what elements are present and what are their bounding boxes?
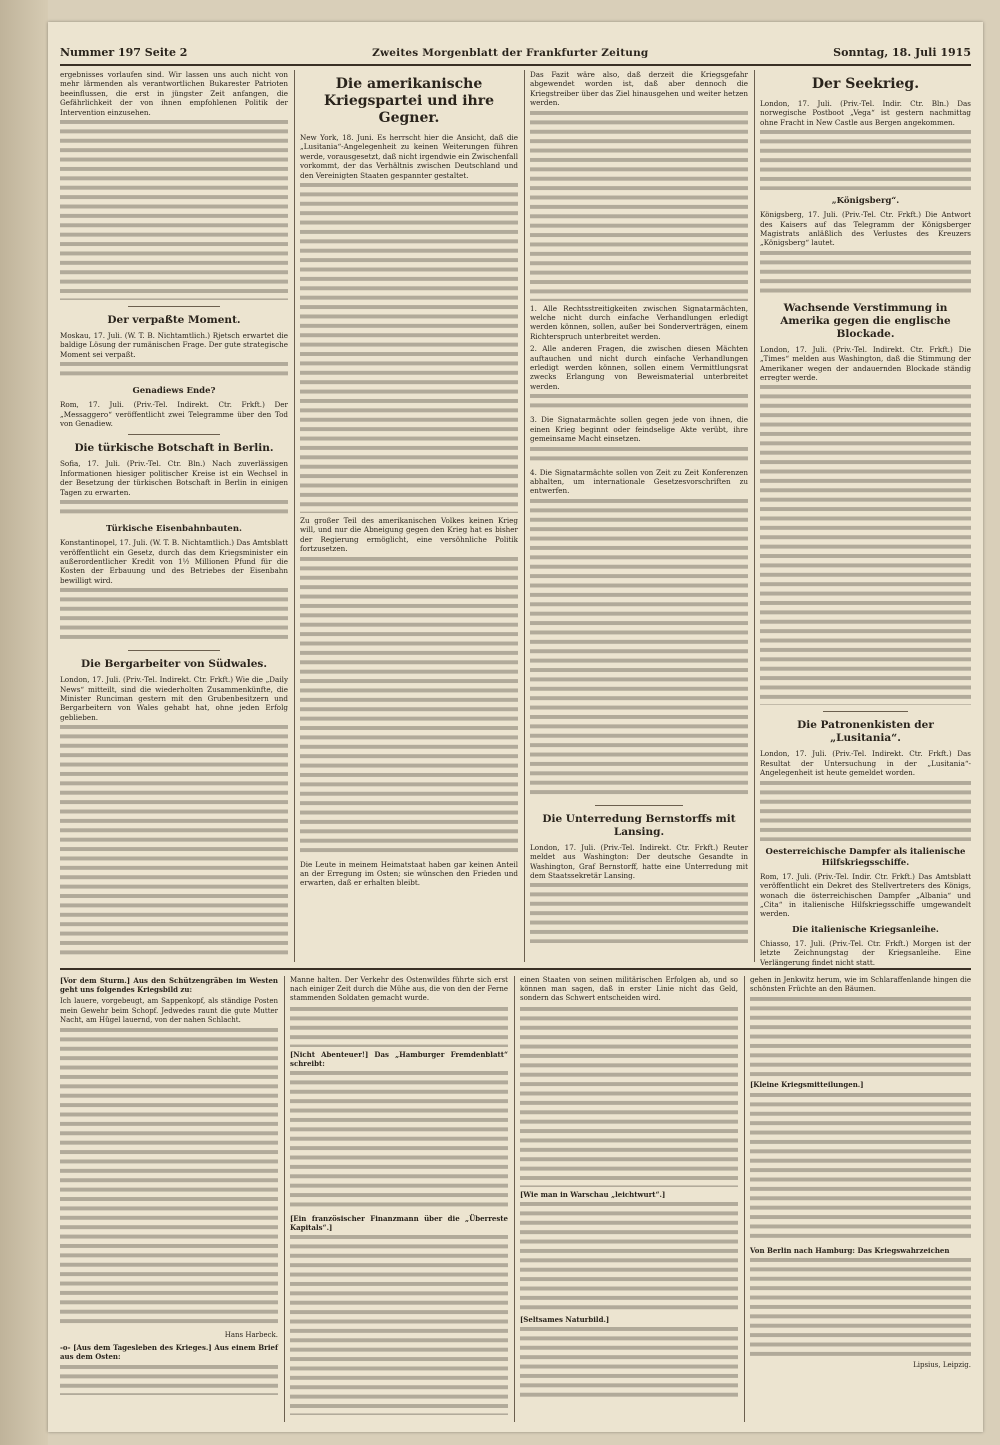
column-rule — [754, 70, 755, 962]
separator — [128, 650, 219, 651]
headline-tuerkische-botschaft: Die türkische Botschaft in Berlin. — [74, 442, 274, 455]
program-point-3: 3. Die Signatarmächte sollen gegen jede von ihnen, die einen Krieg beginnt oder feindselige Akte verübt, ihre gemeinsame Macht einsetzen. — [530, 415, 748, 444]
article-kriegspartei-p3: Die Leute in meinem Heimatstaat haben gar keinen Anteil an der Erregung im Osten; sie wünschen den Frieden und erwarten, daß er erhalten bleibt. — [300, 859, 518, 888]
text-block — [760, 385, 971, 705]
text-block — [760, 130, 971, 190]
article-verpasste-moment: Moskau, 17. Juli. (W. T. B. Nichtamtlich.) Rjetsch erwartet die baldige Lösung der rumänischen Frage. Der gute strategische Moment sei verpaßt. — [60, 331, 288, 359]
issue-date: Sonntag, 18. Juli 1915 — [833, 46, 971, 59]
text-block — [530, 394, 748, 412]
column-1 — [60, 70, 288, 962]
column-4 — [760, 70, 971, 967]
text-block — [290, 1007, 508, 1047]
text-block — [750, 997, 971, 1077]
feuilleton-column-3 — [520, 976, 738, 1422]
poem-text: Ich lauere, vorgebeugt, am Sappenkopf, als ständige Posten mein Gewehr beim Schopf. Jedwedes raunt die gute Mutter Nacht, am Hügel lauernd, von der nahen Schlacht. — [60, 997, 278, 1024]
header-rule — [60, 64, 971, 66]
program-point-2: 2. Alle anderen Fragen, die zwischen diesen Mächten auftauchen und nicht durch einfache Verhandlungen erledigt werden können, sollen einem Vermittlungsrat zwecks Erlangung von Beweismaterial unterbreitet werden. — [530, 344, 748, 391]
article-patronenkisten: London, 17. Juli. (Priv.-Tel. Indirekt. Ctr. Frkft.) Das Resultat der Untersuchung in der „Lusitania“-Angelegenheit ist heute gemeldet worden. — [760, 749, 971, 778]
text-block — [60, 1028, 278, 1328]
article-kriegspartei-p1: New York, 18. Juni. Es herrscht hier die Ansicht, daß die „Lusitania“-Angelegenheit zu keinen Weiterungen führen werde, vorausgesetzt, daß nicht irgendwie ein Zwischenfall vorkommt, der das Verhältnis zwischen Deutschland und den Vereinigten Staaten gespannter gestaltet. — [300, 133, 518, 180]
article-kriegsanleihe: Chiasso, 17. Juli. (Priv.-Tel. Ctr. Frkft.) Morgen ist der letzte Zeichnungstag der Kriegsanleihe. Eine Verlängerung findet nicht statt. — [760, 938, 971, 967]
text-block — [60, 588, 288, 644]
text-block — [530, 111, 748, 301]
article-koenigsberg: Königsberg, 17. Juli. (Priv.-Tel. Ctr. Frkft.) Die Antwort des Kaisers auf das Telegramm der Königsberger Magistrats anläßlich des Verlustes des Kreuzers „Königsberg“ lautet. — [760, 210, 971, 248]
separator — [128, 306, 219, 307]
program-point-1: 1. Alle Rechtsstreitigkeiten zwischen Signatarmächten, welche nicht durch einfache Verhandlungen erledigt werden können, sollen, außer bei Sonderverträgen, einem Richterspruch unterbreitet werden. — [530, 303, 748, 341]
headline-kriegsanleihe: Die italienische Kriegsanleihe. — [792, 924, 939, 935]
feuilleton-column-1 — [60, 976, 278, 1422]
headline-bergarbeiter: Die Bergarbeiter von Südwales. — [81, 658, 267, 671]
feuilleton-2-text: Manne halten. Der Verkehr des Ostenwildes führte sich erst nach einiger Zeit durch die Mühe aus, die von den der Ferne stammenden Soldaten gemacht wurde. — [290, 976, 508, 1003]
feuilleton-column-2 — [290, 976, 508, 1422]
feuilleton-rule — [60, 968, 971, 970]
headline-verstimmung-amerika: Wachsende Verstimmung in Amerika gegen die englische Blockade. — [780, 301, 951, 340]
article-bergarbeiter: London, 17. Juli. (Priv.-Tel. Indirekt. Ctr. Frkft.) Wie die „Daily News“ mitteilt, sind die wiederholten Zusammenkünfte, die Minister Runciman gestern mit den Grubenbesitzern und Bergarbeitern von Wales gehabt hat, ohne jeden Erfolg geblieben. — [60, 675, 288, 722]
article-tuerkische-botschaft: Sofia, 17. Juli. (Priv.-Tel. Ctr. Bln.) Nach zuverlässigen Informationen hiesiger politischer Kreise ist ein Wechsel in der Besetzung der türkischen Botschaft in Berlin in einigen Tagen zu erwarten. — [60, 459, 288, 497]
page-header — [60, 46, 971, 62]
column-rule — [284, 976, 285, 1422]
text-block — [290, 1071, 508, 1211]
warschau-heading: [Wie man in Warschau „leichtwurt“.] — [520, 1189, 666, 1199]
tagesleben-heading: -o- [Aus dem Tagesleben des Krieges.] Aus einem Brief aus dem Osten: — [60, 1343, 278, 1362]
feuilleton-4-text: gehen in Jenkwitz herum, wie im Schlaraffenlande hingen die schönsten Früchte an den Bäumen. — [750, 976, 971, 994]
kriegsmitteilungen-heading: [Kleine Kriegsmitteilungen.] — [750, 1080, 864, 1090]
separator — [595, 805, 682, 806]
issue-number: Nummer 197 Seite 2 — [60, 46, 188, 59]
article-eisenbahnbauten: Konstantinopel, 17. Juli. (W. T. B. Nichtamtlich.) Das Amtsblatt veröffentlicht ein Gesetz, durch das dem Kriegsminister ein außerordentlicher Kredit von 1½ Millionen Pfund für die Kosten der Erbauung und des Betriebes der Eisenbahn bewilligt wird. — [60, 538, 288, 585]
text-block — [520, 1327, 738, 1397]
separator — [823, 711, 907, 712]
nicht-abenteuer-heading: [Nicht Abenteuer!] Das „Hamburger Fremdenblatt“ schreibt: — [290, 1049, 508, 1068]
article-kriegspartei-p2: Zu großer Teil des amerikanischen Volkes keinen Krieg will, und nur die Abneigung gegen den Krieg hat es bisher der Regierung ermöglicht, eine versöhnliche Politik fortzusetzen. — [300, 516, 518, 554]
text-block — [300, 183, 518, 513]
text-block — [520, 1007, 738, 1187]
book-binding-margin — [0, 0, 48, 1445]
separator — [128, 434, 219, 435]
article-vega: London, 17. Juli. (Priv.-Tel. Indir. Ctr. Bln.) Das norwegische Postboot „Vega“ ist gestern nachmittag ohne Fracht in New Castle aus Bergen angekommen. — [760, 99, 971, 127]
text-block — [60, 725, 288, 955]
text-block — [290, 1235, 508, 1415]
headline-genadiews-ende: Genadiews Ende? — [132, 386, 216, 397]
column-rule — [294, 70, 295, 962]
text-block — [300, 557, 518, 857]
feuilleton-3-text: einen Staaten von seinen militärischen Erfolgen ab, und so können man sagen, daß in erster Linie nicht das Geld, sondern das Schwert entscheiden wird. — [520, 976, 738, 1003]
poem-signature: Hans Harbeck. — [224, 1331, 278, 1340]
headline-kriegspartei: Die amerikanische Kriegspartei und ihre Gegner. — [323, 76, 495, 126]
text-block — [60, 362, 288, 380]
headline-verpasste-moment: Der verpaßte Moment. — [107, 314, 241, 327]
program-point-4: 4. Die Signatarmächte sollen von Zeit zu Zeit Konferenzen abhalten, um internationale Gesetzesvorschriften zu entwerfen. — [530, 467, 748, 496]
text-block — [60, 1365, 278, 1395]
text-block — [750, 1258, 971, 1358]
article-fazit: Das Fazit wäre also, daß derzeit die Kriegsgefahr abgewendet worden ist, daß aber dennoch die Kriegstreiber über das Ziel hinausgehen und weiter hetzen werden. — [530, 70, 748, 108]
text-block — [530, 447, 748, 465]
headline-bernstorff-lansing: Die Unterredung Bernstorffs mit Lansing. — [542, 812, 736, 838]
text-block — [60, 120, 288, 300]
column-3 — [530, 70, 748, 962]
article-bernstorff-lansing: London, 17. Juli. (Priv.-Tel. Indirekt. Ctr. Frkft.) Reuter meldet aus Washington: Der deutsche Gesandte in Washington, Graf Bernstorff, hatte eine Unterredung mit dem Staatssekretär Lansing. — [530, 842, 748, 880]
column-rule — [744, 976, 745, 1422]
text-block — [760, 251, 971, 295]
naturbild-heading: [Seltsames Naturbild.] — [520, 1314, 610, 1324]
finanzmann-heading: [Ein französischer Finanzmann über die „Überreste Kapitals“.] — [290, 1214, 508, 1233]
text-block — [60, 500, 288, 518]
headline-patronenkisten: Die Patronenkisten der „Lusitania“. — [797, 719, 934, 745]
feuilleton-signature: Lipsius, Leipzig. — [913, 1360, 971, 1369]
headline-hilfskriegsschiffe: Oesterreichische Dampfer als italienische Hilfskriegsschiffe. — [765, 846, 966, 868]
col1-intro: ergebnisses vorlaufen sind. Wir lassen uns auch nicht von mehr lärmenden als verantwortlichen Bukarester Patrioten beeinflussen, die erst in jüngster Zeit anfangen, die Gefährlichkeit der von ihnen empfohlenen Politik der Intervention einzusehen. — [60, 70, 288, 117]
newspaper-page — [48, 22, 983, 1432]
article-hilfskriegsschiffe: Rom, 17. Juli. (Priv.-Tel. Indir. Ctr. Frkft.) Das Amtsblatt veröffentlicht ein Dekret des Stellvertreters des Königs, wonach die österreichischen Dampfer „Albania“ und „Cita“ in italienische Hilfskriegsschiffe umgewandelt werden. — [760, 871, 971, 919]
headline-eisenbahnbauten: Türkische Eisenbahnbauten. — [106, 524, 242, 535]
text-block — [520, 1202, 738, 1312]
headline-koenigsberg: „Königsberg“. — [831, 196, 900, 207]
article-verstimmung: London, 17. Juli. (Priv.-Tel. Indirekt. Ctr. Frkft.) Die „Times“ melden aus Washington, daß die Stimmung der Amerikaner wegen der andauernden Blockade ständig erregter werde. — [760, 344, 971, 383]
column-rule — [514, 976, 515, 1422]
text-block — [530, 499, 748, 799]
kriegswahrzeichen-heading: Von Berlin nach Hamburg: Das Kriegswahrzeichen — [750, 1245, 950, 1255]
article-genadiew: Rom, 17. Juli. (Priv.-Tel. Indirekt. Ctr. Frkft.) Der „Messaggero“ veröffentlicht zwei Telegramme über den Tod von Genadiew. — [60, 400, 288, 429]
column-rule — [524, 70, 525, 962]
poem-intro: [Vor dem Sturm.] Aus den Schützengräben im Westen geht uns folgendes Kriegsbild zu: — [60, 976, 278, 995]
feuilleton-column-4 — [750, 976, 971, 1422]
text-block — [530, 883, 748, 943]
column-2 — [300, 70, 518, 962]
headline-seekrieg: Der Seekrieg. — [811, 76, 920, 92]
text-block — [750, 1093, 971, 1243]
text-block — [760, 781, 971, 841]
masthead: Zweites Morgenblatt der Frankfurter Zeitung — [372, 47, 649, 59]
